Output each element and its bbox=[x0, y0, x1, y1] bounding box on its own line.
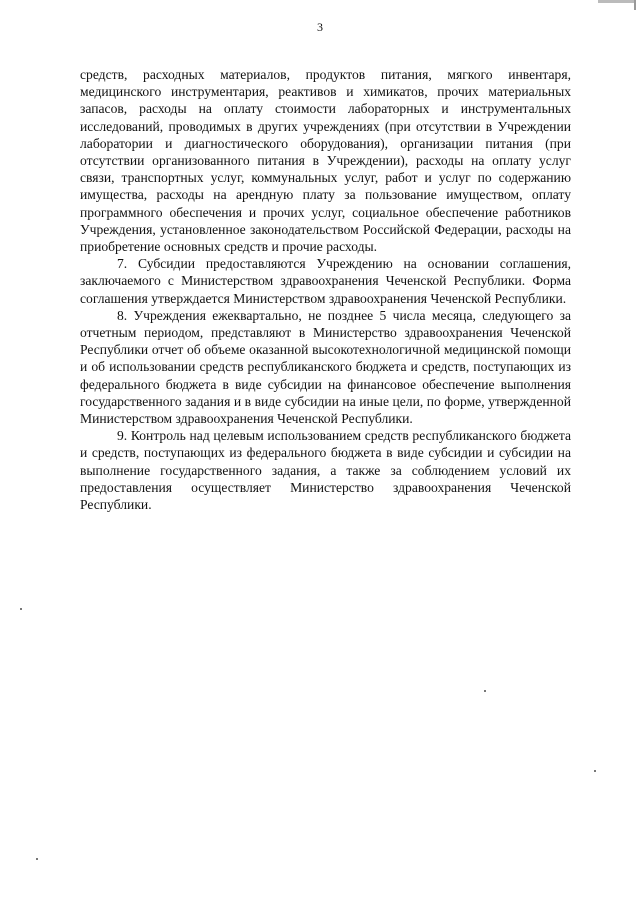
scan-speck bbox=[20, 608, 22, 610]
scan-speck bbox=[36, 858, 38, 860]
paragraph-item-9: 9. Контроль над целевым использованием средств республиканского бюджета и средств, поступающих из федерального бюджета в виде субсидии и субсидии на выполнение государственного задания, а также за соблюдением условий их предоставления осуществляет Министерство здравоохранения Чеченской Республики. bbox=[80, 428, 571, 513]
scan-speck bbox=[484, 690, 486, 692]
document-body bbox=[80, 66, 571, 513]
paragraph-item-8: 8. Учреждения ежеквартально, не позднее 5 числа месяца, следующего за отчетным периодом, представляют в Министерство здравоохранения Чеченской Республики отчет об объеме оказанной высокотехнологичной медицинской помощи и об использовании средств республиканского бюджета и средств, поступающих из федерального бюджета в виде субсидии на финансовое обеспечение выполнения государственного задания и в виде субсидии на иные цели, по форме, утвержденной Министерством здравоохранения Чеченской Республики. bbox=[80, 307, 571, 427]
scan-corner-tick bbox=[634, 0, 636, 10]
paragraph-continuation: средств, расходных материалов, продуктов питания, мягкого инвентаря, медицинского инструментария, реактивов и химикатов, прочих материальных запасов, расходы на оплату стоимости лабораторных и инструментальных исследований, проводимых в других учреждениях (при отсутствии в Учреждении лаборатории и диагностического оборудования), организации питания (при отсутствии организованного питания в Учреждении), расходы на оплату услуг связи, транспортных услуг, коммунальных услуг, работ и услуг по содержанию имущества, расходы на арендную плату за пользование имуществом, оплату программного обеспечения и прочих услуг, социальное обеспечение работников Учреждения, установленное законодательством Российской Федерации, расходы на приобретение основных средств и прочие расходы. bbox=[80, 67, 571, 255]
scan-corner-mark bbox=[598, 0, 634, 3]
scan-speck bbox=[594, 770, 596, 772]
paragraph-item-7: 7. Субсидии предоставляются Учреждению на основании соглашения, заключаемого с Министерством здравоохранения Чеченской Республики. Форма соглашения утверждается Министерством здравоохранения Чеченской Республики. bbox=[80, 256, 571, 306]
page-number: 3 bbox=[317, 20, 323, 34]
